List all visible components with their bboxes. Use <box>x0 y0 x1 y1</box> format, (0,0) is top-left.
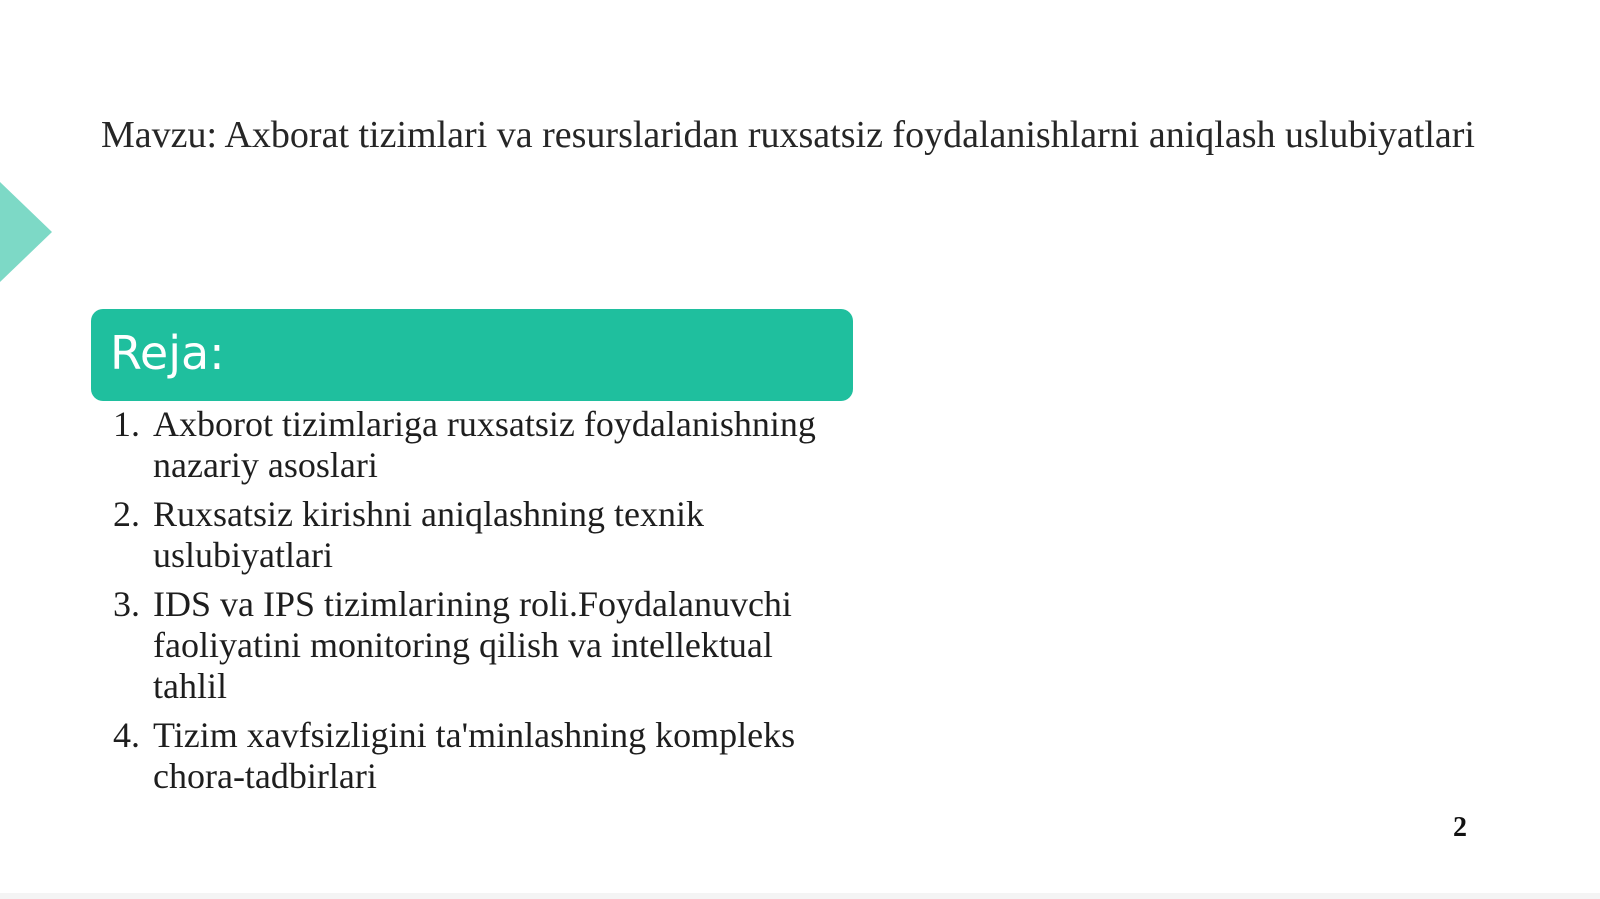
plan-item-text: Axborot tizimlariga ruxsatsiz foydalanishning nazariy asoslari <box>153 404 816 485</box>
plan-item-1 <box>113 404 833 486</box>
page-number: 2 <box>1453 812 1467 843</box>
plan-item-text: Ruxsatsiz kirishni aniqlashning texnik uslubiyatlari <box>153 494 704 575</box>
plan-item-number: 1. <box>113 404 140 444</box>
plan-item-text: Tizim xavfsizligini ta'minlashning kompleks chora-tadbirlari <box>153 715 796 796</box>
slide-title: Mavzu: Axborat tizimlari va resurslaridan ruxsatsiz foydalanishlarni aniqlash uslubiyatlari <box>101 114 1475 156</box>
plan-item-2 <box>113 494 833 576</box>
plan-item-4 <box>113 715 833 797</box>
bottom-divider <box>0 893 1600 899</box>
plan-item-3 <box>113 584 833 707</box>
chevron-right-icon <box>0 182 52 282</box>
plan-item-number: 4. <box>113 715 140 755</box>
plan-item-number: 3. <box>113 584 140 624</box>
section-heading-bar <box>91 309 853 401</box>
plan-list <box>113 404 833 805</box>
section-heading: Reja: <box>110 326 225 380</box>
plan-item-text: IDS va IPS tizimlarining roli.Foydalanuvchi faoliyatini monitoring qilish va intellektual tahlil <box>153 584 792 706</box>
plan-item-number: 2. <box>113 494 140 534</box>
